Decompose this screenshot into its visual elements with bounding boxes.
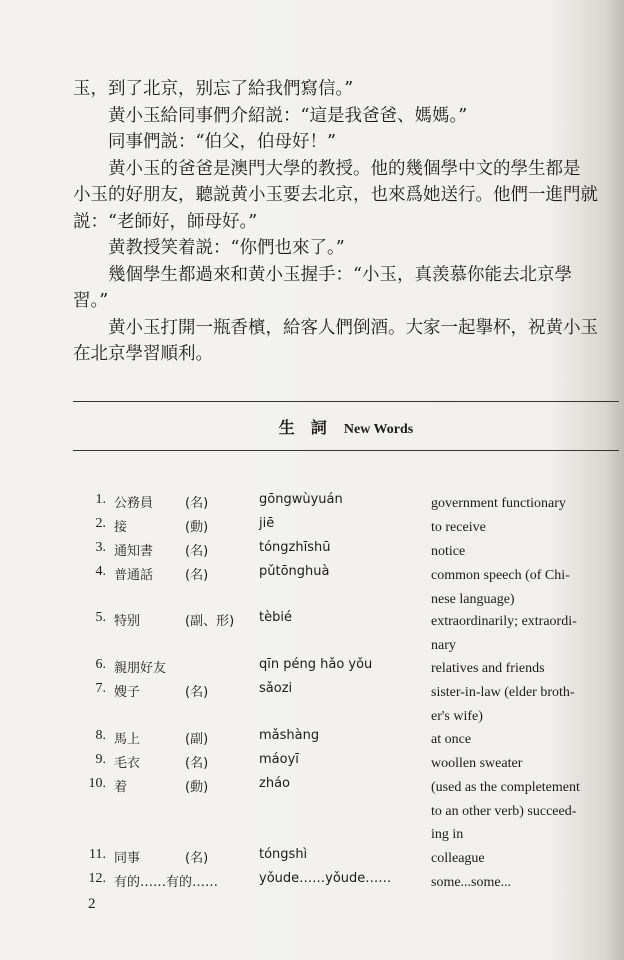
- vocab-definition: to receive: [431, 520, 486, 535]
- vocab-number: 10.: [88, 776, 106, 791]
- vocab-word: 毛衣: [114, 756, 141, 771]
- vocab-heading-zh: 生 詞: [278, 418, 327, 437]
- vocab-number: 12.: [88, 871, 106, 886]
- vocab-pos: (名): [185, 544, 209, 559]
- divider-bottom: [73, 450, 619, 451]
- vocab-pos: (副): [185, 732, 209, 747]
- vocab-word: 接: [114, 520, 128, 535]
- passage-line: 黄小玉給同事們介紹説：“這是我爸爸、媽媽。”: [108, 105, 468, 126]
- vocab-definition: relatives and friends: [431, 661, 545, 676]
- vocab-heading: [73, 415, 619, 438]
- vocab-pos: (副、形): [185, 614, 235, 629]
- vocab-pos: (名): [185, 756, 209, 771]
- vocab-number: 6.: [95, 657, 106, 672]
- vocab-pinyin: jiē: [259, 516, 275, 531]
- vocab-heading-en: New Words: [343, 422, 414, 437]
- vocab-word: 同事: [114, 851, 141, 866]
- passage-line: 幾個學生都過來和黄小玉握手：“小玉，真羡慕你能去北京學: [108, 264, 572, 285]
- vocab-pos: (名): [185, 851, 209, 866]
- vocab-pos: (名): [185, 568, 209, 583]
- vocab-word: 嫂子: [114, 685, 141, 700]
- vocab-word: 通知書: [114, 544, 154, 559]
- vocab-pinyin: tèbié: [259, 610, 292, 625]
- vocab-word: 公務員: [114, 496, 154, 511]
- vocab-pinyin: zháo: [259, 776, 290, 791]
- vocab-definition: notice: [431, 544, 466, 559]
- vocab-definition: common speech (of Chi- nese language): [431, 568, 570, 607]
- vocab-number: 1.: [95, 492, 106, 507]
- vocab-pinyin: máoyī: [259, 752, 299, 767]
- vocab-definition: colleague: [431, 851, 485, 866]
- vocab-pinyin: pǔtōnghuà: [259, 564, 330, 579]
- vocab-definition: at once: [431, 732, 472, 747]
- passage-line: 小玉的好朋友，聽説黄小玉要去北京，也來爲她送行。他們一進門就: [73, 185, 598, 205]
- vocab-number: 2.: [95, 516, 106, 531]
- vocab-number: 5.: [95, 610, 106, 625]
- vocab-pinyin: tóngshì: [259, 847, 308, 862]
- vocab-word: 特别: [114, 614, 141, 629]
- vocab-pinyin: gōngwùyuán: [259, 492, 343, 507]
- passage-line: 黄教授笑着説：“你們也來了。”: [108, 238, 345, 258]
- vocab-word: 親朋好友: [114, 661, 167, 676]
- passage-line: 同事們説：“伯父，伯母好！”: [108, 132, 336, 152]
- dialogue-passage: [73, 76, 619, 368]
- vocab-pinyin: mǎshàng: [259, 728, 320, 743]
- vocab-definition: some...some...: [431, 875, 512, 890]
- vocab-pos: (名): [185, 685, 209, 700]
- vocab-pinyin: sǎozi: [259, 681, 293, 696]
- vocab-number: 11.: [89, 847, 106, 862]
- vocab-definition: woollen sweater: [431, 756, 523, 771]
- passage-line: 習。”: [73, 291, 109, 311]
- divider-top: [73, 401, 619, 402]
- page-number: 2: [88, 896, 96, 912]
- vocab-definition: sister-in-law (elder broth- er's wife): [431, 685, 575, 724]
- vocab-pinyin: tóngzhīshū: [259, 540, 331, 555]
- vocab-number: 8.: [95, 728, 106, 743]
- passage-line: 黄小玉打開一瓶香檳，給客人們倒酒。大家一起擧杯，祝黄小玉: [108, 317, 598, 338]
- passage-line: 在北京學習順利。: [73, 344, 213, 364]
- vocab-pos: (動): [185, 520, 209, 535]
- vocab-definition: extraordinarily; extraordi- nary: [431, 614, 577, 653]
- vocab-number: 9.: [95, 752, 106, 767]
- vocab-word: 有的……有的……: [114, 875, 219, 890]
- passage-line: 説：“老師好，師母好。”: [73, 211, 258, 232]
- vocab-definition: (used as the completement to an other verb) succeed- ing in: [431, 780, 580, 842]
- vocab-word: 馬上: [114, 732, 141, 747]
- vocab-word: 着: [114, 780, 128, 795]
- vocab-number: 4.: [95, 564, 106, 579]
- vocab-definition: government functionary: [431, 496, 566, 511]
- vocab-pos: (動): [185, 780, 209, 795]
- passage-line: 玉，到了北京，别忘了給我們寫信。”: [73, 79, 354, 99]
- vocab-pos: (名): [185, 496, 209, 511]
- passage-line: 黄小玉的爸爸是澳門大學的教授。他的幾個學中文的學生都是: [108, 158, 581, 179]
- vocab-word: 普通話: [114, 568, 154, 583]
- vocab-pinyin: qīn péng hǎo yǒu: [259, 657, 373, 672]
- vocab-pinyin: yǒude……yǒude……: [259, 871, 392, 886]
- vocab-number: 3.: [95, 540, 106, 555]
- vocab-number: 7.: [95, 681, 106, 696]
